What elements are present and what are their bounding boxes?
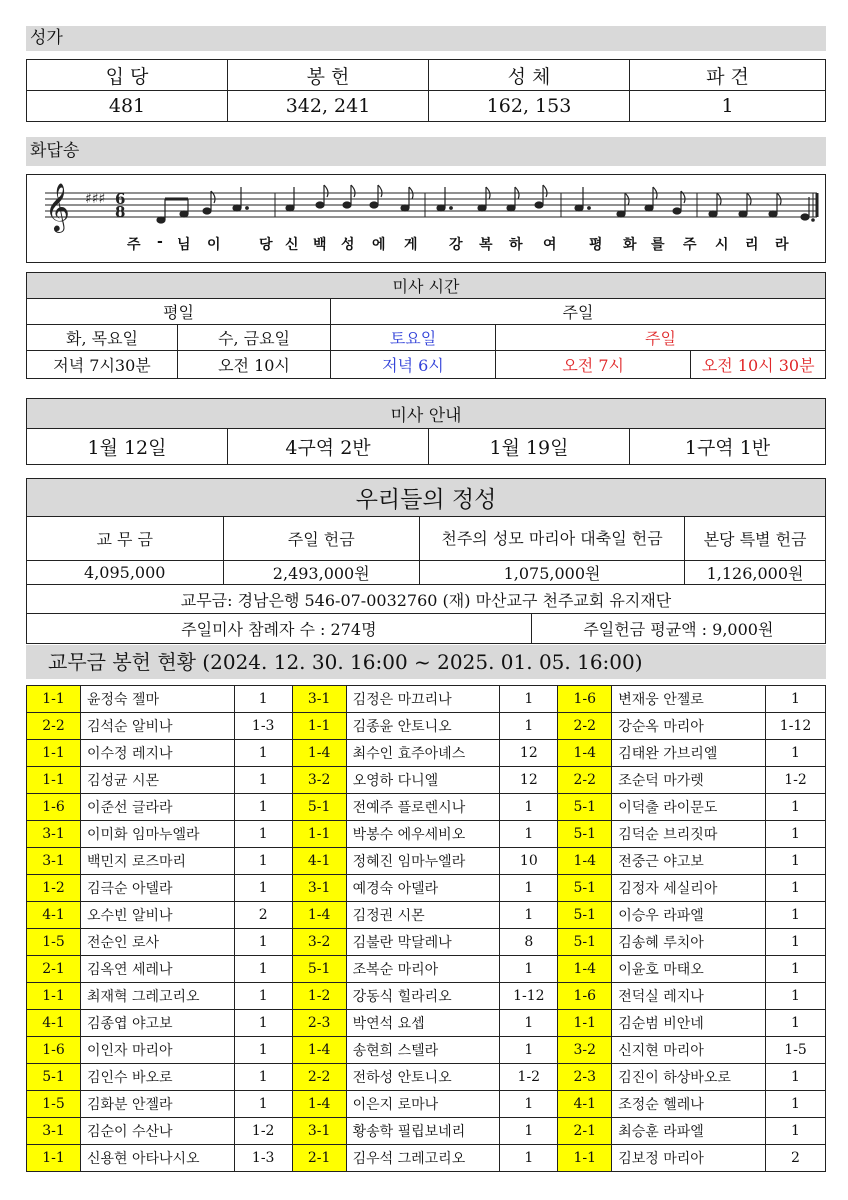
lyric-syllable: 여 [543, 237, 557, 253]
donor-months: 1 [766, 956, 826, 983]
donor-district: 1-1 [27, 740, 81, 767]
donor-name: 황송학 필립보네리 [346, 1118, 500, 1145]
table-row [27, 1037, 826, 1064]
offering-title: 우리들의 정성 [27, 479, 826, 517]
time-sunday-late: 오전 10시 30분 [691, 351, 826, 379]
donor-name: 김정권 시몬 [346, 902, 500, 929]
lyric-syllable: 백 [313, 237, 327, 253]
donor-name: 박연석 요셉 [346, 1010, 500, 1037]
donor-district: 1-4 [558, 956, 612, 983]
donor-name: 예경숙 아델라 [346, 875, 500, 902]
lyric-syllable: 화 [623, 237, 637, 253]
lyric-syllable: 복 [479, 237, 493, 253]
section-title-response: 화답송 [26, 137, 826, 166]
donor-district: 4-1 [558, 1091, 612, 1118]
donor-months: 1 [234, 983, 292, 1010]
account-info: 교무금: 경남은행 546-07-0032760 (재) 마산교구 천주교회 유지재단 [27, 585, 826, 614]
donor-name: 이인자 마리아 [80, 1037, 234, 1064]
donor-district: 1-5 [27, 1091, 81, 1118]
mass-time-table [26, 272, 826, 379]
donor-name: 최재혁 그레고리오 [80, 983, 234, 1010]
donor-months: 1 [500, 686, 558, 713]
donor-district: 3-2 [558, 1037, 612, 1064]
donor-months: 1 [234, 1010, 292, 1037]
table-row [27, 1091, 826, 1118]
donor-name: 전하성 안토니오 [346, 1064, 500, 1091]
donor-district: 1-1 [558, 1145, 612, 1172]
donor-months: 1-3 [234, 1145, 292, 1172]
donor-district: 5-1 [558, 875, 612, 902]
donor-name: 이윤호 마태오 [612, 956, 766, 983]
donor-name: 김석순 알비나 [80, 713, 234, 740]
donor-district: 5-1 [558, 902, 612, 929]
donor-name: 이미화 임마누엘라 [80, 821, 234, 848]
donor-district: 4-1 [27, 1010, 81, 1037]
lyric-syllable: 리 [745, 237, 759, 253]
donor-name: 김정은 마끄리나 [346, 686, 500, 713]
donor-months: 1 [234, 848, 292, 875]
donor-name: 김성균 시몬 [80, 767, 234, 794]
donor-name: 이준선 글라라 [80, 794, 234, 821]
lyric-syllable: 라 [775, 237, 789, 253]
table-row [27, 1118, 826, 1145]
day-saturday: 토요일 [331, 325, 496, 351]
donor-district: 1-6 [27, 1037, 81, 1064]
sunday-label: 주일 [331, 299, 826, 325]
donor-months: 2 [766, 1145, 826, 1172]
donor-months: 1 [766, 983, 826, 1010]
donor-months: 1 [766, 929, 826, 956]
hymn-value: 1 [630, 91, 826, 122]
donor-name: 김진이 하상바오로 [612, 1064, 766, 1091]
donor-name: 백민지 로즈마리 [80, 848, 234, 875]
donor-name: 김종윤 안토니오 [346, 713, 500, 740]
attendance-count: 주일미사 참례자 수 : 274명 [27, 614, 532, 644]
donor-months: 1 [234, 740, 292, 767]
donor-district: 1-4 [292, 902, 346, 929]
svg-text:8: 8 [115, 203, 126, 221]
donor-name: 김순범 비안네 [612, 1010, 766, 1037]
donor-months: 1-3 [234, 713, 292, 740]
donor-name: 이승우 라파엘 [612, 902, 766, 929]
donor-months: 1-5 [766, 1037, 826, 1064]
donor-months: 1 [234, 929, 292, 956]
donor-district: 2-1 [558, 1118, 612, 1145]
donor-district: 1-5 [27, 929, 81, 956]
donor-name: 이은지 로마나 [346, 1091, 500, 1118]
lyric-syllable: 주 [127, 237, 141, 253]
hymn-value: 481 [27, 91, 228, 122]
donor-months: 1 [766, 794, 826, 821]
donor-months: 2 [234, 902, 292, 929]
donor-district: 5-1 [558, 821, 612, 848]
lyric-syllable: 시 [715, 237, 729, 253]
donor-name: 전예주 플로렌시나 [346, 794, 500, 821]
lyric-syllable: 성 [341, 237, 355, 253]
donor-district: 1-1 [27, 983, 81, 1010]
lyric-syllable: 당 [259, 237, 273, 253]
offering-table [26, 478, 826, 644]
lyric-syllable: 이 [207, 237, 221, 253]
donor-name: 조복순 마리아 [346, 956, 500, 983]
donor-months: 1 [500, 902, 558, 929]
guide-date-1: 1월 12일 [27, 429, 228, 465]
donor-name: 김덕순 브리짓따 [612, 821, 766, 848]
donor-name: 김순이 수산나 [80, 1118, 234, 1145]
donor-months: 1 [500, 1091, 558, 1118]
donor-district: 1-1 [27, 686, 81, 713]
donor-months: 1 [500, 821, 558, 848]
table-row [27, 902, 826, 929]
donor-district: 1-1 [27, 1145, 81, 1172]
donor-district: 5-1 [292, 794, 346, 821]
table-row [27, 956, 826, 983]
hymn-value: 342, 241 [228, 91, 429, 122]
donor-months: 1 [234, 1091, 292, 1118]
mass-guide-table [26, 398, 826, 465]
donor-district: 1-4 [558, 740, 612, 767]
donor-months: 1 [766, 740, 826, 767]
lyric-syllable: - [157, 234, 163, 250]
donor-name: 김종엽 야고보 [80, 1010, 234, 1037]
lyric-syllable: 에 [372, 237, 386, 253]
guide-group-1: 4구역 2반 [228, 429, 429, 465]
donor-months: 1 [500, 1037, 558, 1064]
day-tue-thu: 화, 목요일 [27, 325, 178, 351]
donor-name: 오영하 다니엘 [346, 767, 500, 794]
weekday-label: 평일 [27, 299, 331, 325]
donor-months: 1-2 [766, 767, 826, 794]
donor-months: 1 [234, 794, 292, 821]
donor-district: 3-2 [292, 929, 346, 956]
donor-name: 조정순 헬레나 [612, 1091, 766, 1118]
mass-time-title: 미사 시간 [27, 273, 826, 299]
donor-district: 1-6 [558, 983, 612, 1010]
donor-district: 1-6 [27, 794, 81, 821]
donor-district: 2-1 [27, 956, 81, 983]
donor-district: 3-1 [292, 686, 346, 713]
offering-header: 교 무 금 [27, 517, 224, 561]
table-row [27, 713, 826, 740]
donor-name: 박봉수 에우세비오 [346, 821, 500, 848]
donor-name: 김정자 세실리아 [612, 875, 766, 902]
donor-district: 3-1 [27, 1118, 81, 1145]
donor-name: 전중근 야고보 [612, 848, 766, 875]
table-row [27, 983, 826, 1010]
donor-name: 오수빈 알비나 [80, 902, 234, 929]
donor-months: 1 [234, 1064, 292, 1091]
time-wed-fri: 오전 10시 [178, 351, 331, 379]
donor-months: 1 [500, 713, 558, 740]
donor-district: 3-2 [292, 767, 346, 794]
day-wed-fri: 수, 금요일 [178, 325, 331, 351]
donor-months: 10 [500, 848, 558, 875]
hymn-value: 162, 153 [429, 91, 630, 122]
donor-name: 전덕실 레지나 [612, 983, 766, 1010]
offering-value: 4,095,000 [27, 561, 224, 585]
donor-months: 1 [500, 794, 558, 821]
donor-district: 1-6 [558, 686, 612, 713]
donor-months: 1-2 [234, 1118, 292, 1145]
donor-district: 2-1 [292, 1145, 346, 1172]
lyric-syllable: 신 [285, 237, 299, 253]
donor-name: 김옥연 세레나 [80, 956, 234, 983]
donor-months: 1 [500, 1010, 558, 1037]
table-row [27, 875, 826, 902]
donor-district: 3-1 [292, 1118, 346, 1145]
donor-district: 1-4 [292, 1091, 346, 1118]
hymn-header: 성 체 [429, 60, 630, 91]
donor-months: 1 [766, 902, 826, 929]
donor-district: 1-4 [558, 848, 612, 875]
svg-text:♯♯♯: ♯♯♯ [85, 191, 106, 207]
donor-district: 1-1 [292, 713, 346, 740]
donor-months: 1 [766, 1118, 826, 1145]
donor-name: 송현희 스텔라 [346, 1037, 500, 1064]
mass-guide-title: 미사 안내 [27, 399, 826, 429]
donor-district: 2-3 [558, 1064, 612, 1091]
donor-district: 2-3 [292, 1010, 346, 1037]
table-row [27, 740, 826, 767]
table-row [27, 929, 826, 956]
donor-months: 1-12 [500, 983, 558, 1010]
donor-months: 1 [766, 1091, 826, 1118]
music-score [26, 174, 826, 263]
lyric-syllable: 게 [404, 237, 418, 253]
offering-header: 본당 특별 헌금 [685, 517, 826, 561]
donor-months: 1 [234, 875, 292, 902]
donor-district: 3-1 [292, 875, 346, 902]
donor-name: 이덕출 라이문도 [612, 794, 766, 821]
guide-group-2: 1구역 1반 [630, 429, 826, 465]
lyric-syllable: 를 [651, 237, 665, 253]
donor-district: 3-1 [27, 848, 81, 875]
donor-name: 강동식 힐라리오 [346, 983, 500, 1010]
donor-name: 김화분 안젤라 [80, 1091, 234, 1118]
lyric-syllable: 평 [589, 237, 603, 253]
donor-name: 강순옥 마리아 [612, 713, 766, 740]
donor-district: 2-2 [558, 713, 612, 740]
donor-months: 1 [766, 686, 826, 713]
hymn-header: 입 당 [27, 60, 228, 91]
offering-header: 주일 헌금 [223, 517, 420, 561]
donor-name: 변재웅 안젤로 [612, 686, 766, 713]
lyric-syllable: 님 [177, 237, 191, 253]
donor-district: 5-1 [292, 956, 346, 983]
donor-name: 최승훈 라파엘 [612, 1118, 766, 1145]
donor-months: 1 [234, 956, 292, 983]
donor-name: 김보정 마리아 [612, 1145, 766, 1172]
donor-district: 5-1 [558, 929, 612, 956]
guide-date-2: 1월 19일 [429, 429, 630, 465]
table-row [27, 1064, 826, 1091]
donor-months: 1 [766, 1010, 826, 1037]
donor-months: 1 [766, 821, 826, 848]
donor-months: 1 [766, 1064, 826, 1091]
donor-months: 12 [500, 740, 558, 767]
donor-name: 김불란 막달레나 [346, 929, 500, 956]
donor-months: 1-12 [766, 713, 826, 740]
donor-district: 2-2 [558, 767, 612, 794]
donor-name: 김인수 바오로 [80, 1064, 234, 1091]
offering-value: 1,075,000원 [420, 561, 685, 585]
donor-months: 1-2 [500, 1064, 558, 1091]
donor-district: 2-2 [292, 1064, 346, 1091]
donation-table [26, 685, 826, 1172]
donor-district: 5-1 [27, 1064, 81, 1091]
donor-months: 1 [500, 1118, 558, 1145]
lyric-syllable: 강 [449, 237, 463, 253]
donor-name: 김태완 가브리엘 [612, 740, 766, 767]
donor-months: 1 [500, 875, 558, 902]
donor-name: 김극순 아델라 [80, 875, 234, 902]
donor-months: 1 [234, 686, 292, 713]
donor-district: 1-1 [292, 821, 346, 848]
svg-text:6: 6 [115, 190, 126, 208]
donor-months: 1 [766, 875, 826, 902]
donor-months: 1 [500, 1145, 558, 1172]
donor-months: 1 [234, 767, 292, 794]
time-saturday: 저녁 6시 [331, 351, 496, 379]
svg-text:𝄞: 𝄞 [45, 182, 70, 231]
day-sunday: 주일 [496, 325, 826, 351]
donor-district: 1-2 [27, 875, 81, 902]
donor-district: 1-4 [292, 740, 346, 767]
donor-name: 최수인 효주아녜스 [346, 740, 500, 767]
time-sunday-early: 오전 7시 [496, 351, 691, 379]
donor-name: 김송혜 루치아 [612, 929, 766, 956]
donor-name: 김우석 그레고리오 [346, 1145, 500, 1172]
hymn-header: 봉 헌 [228, 60, 429, 91]
table-row [27, 794, 826, 821]
donor-name: 신용현 아타나시오 [80, 1145, 234, 1172]
donor-district: 5-1 [558, 794, 612, 821]
average-offering: 주일헌금 평균액 : 9,000원 [531, 614, 825, 644]
offering-value: 1,126,000원 [685, 561, 826, 585]
donor-name: 정혜진 임마누엘라 [346, 848, 500, 875]
donor-district: 4-1 [292, 848, 346, 875]
donor-name: 전순인 로사 [80, 929, 234, 956]
donor-name: 신지현 마리아 [612, 1037, 766, 1064]
donor-name: 조순덕 마가렛 [612, 767, 766, 794]
table-row [27, 767, 826, 794]
offering-value: 2,493,000원 [223, 561, 420, 585]
section-title-hymn: 성가 [26, 26, 826, 51]
donor-district: 1-1 [558, 1010, 612, 1037]
donor-months: 8 [500, 929, 558, 956]
hymn-header: 파 견 [630, 60, 826, 91]
donor-months: 1 [234, 1037, 292, 1064]
table-row [27, 848, 826, 875]
donor-district: 2-2 [27, 713, 81, 740]
music-staff [27, 181, 825, 241]
lyric-syllable: 주 [683, 237, 697, 253]
lyrics-line [27, 234, 825, 254]
table-row [27, 821, 826, 848]
donor-months: 1 [500, 956, 558, 983]
table-row [27, 1010, 826, 1037]
donor-name: 윤정숙 젤마 [80, 686, 234, 713]
donor-district: 1-4 [292, 1037, 346, 1064]
donor-district: 4-1 [27, 902, 81, 929]
time-tue-thu: 저녁 7시30분 [27, 351, 178, 379]
table-row [27, 686, 826, 713]
donor-name: 이수정 레지나 [80, 740, 234, 767]
donor-district: 1-2 [292, 983, 346, 1010]
donation-title: 교무금 봉헌 현황 (2024. 12. 30. 16:00 ~ 2025. 01. 05. 16:00) [26, 645, 826, 679]
donor-months: 12 [500, 767, 558, 794]
table-row [27, 1145, 826, 1172]
offering-header: 천주의 성모 마리아 대축일 헌금 [420, 517, 685, 561]
donor-district: 1-1 [27, 767, 81, 794]
hymn-table [26, 59, 826, 122]
donor-months: 1 [234, 821, 292, 848]
donor-district: 3-1 [27, 821, 81, 848]
lyric-syllable: 하 [509, 237, 523, 253]
donor-months: 1 [766, 848, 826, 875]
